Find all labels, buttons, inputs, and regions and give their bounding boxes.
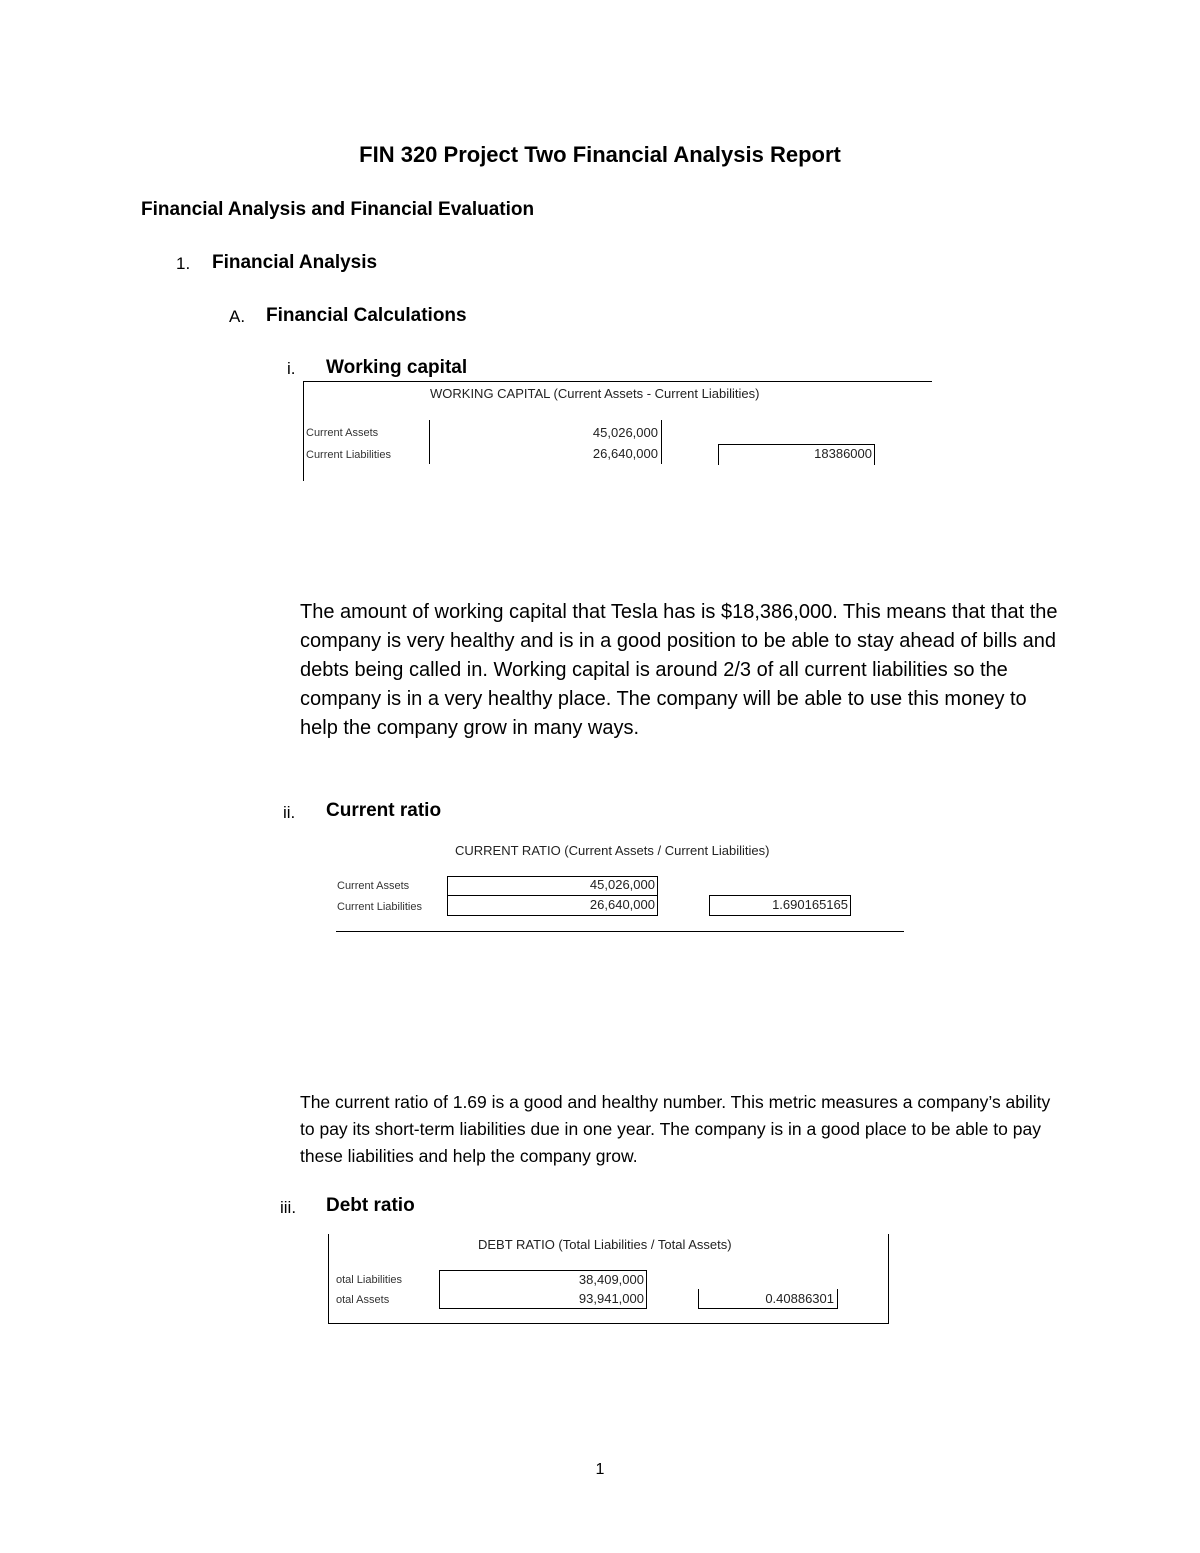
dr-row2-value: 93,941,000 bbox=[578, 1291, 644, 1306]
section-heading: Financial Analysis and Financial Evaluation bbox=[141, 199, 535, 220]
wc-row2-label: Current Liabilities bbox=[306, 449, 391, 461]
cr-row2-value: 26,640,000 bbox=[589, 897, 655, 912]
dr-row2-label: otal Assets bbox=[336, 1294, 390, 1306]
dr-row1-label: otal Liabilities bbox=[336, 1274, 403, 1286]
wc-row1-value: 45,026,000 bbox=[592, 425, 658, 440]
working-capital-paragraph: The amount of working capital that Tesla has is $18,386,000. This means that that the company is very healthy and is in a good position to be able to stay ahead of bills and debts being called in. Working capital is around 2/3 of all current liabilities so the company is in a very healthy place. The company will be able to use this money to help the company grow in many ways. bbox=[300, 601, 1058, 739]
heading-financial-analysis: Financial Analysis bbox=[212, 252, 378, 273]
list-marker-ii: ii. bbox=[283, 803, 296, 822]
document-title: FIN 320 Project Two Financial Analysis Report bbox=[359, 142, 841, 167]
cr-row1-value: 45,026,000 bbox=[589, 877, 655, 892]
cr-row1-label: Current Assets bbox=[337, 880, 410, 892]
heading-working-capital: Working capital bbox=[326, 357, 468, 378]
list-marker-iii: iii. bbox=[280, 1198, 297, 1217]
heading-current-ratio: Current ratio bbox=[326, 800, 442, 821]
wc-row2-value: 26,640,000 bbox=[592, 446, 658, 461]
list-marker-a: A. bbox=[229, 307, 246, 326]
cr-row2-label: Current Liabilities bbox=[337, 901, 422, 913]
wc-row1-label: Current Assets bbox=[306, 427, 379, 439]
wc-result: 18386000 bbox=[814, 446, 872, 461]
dr-result: 0.40886301 bbox=[765, 1291, 834, 1306]
list-marker-1: 1. bbox=[176, 254, 191, 273]
heading-debt-ratio: Debt ratio bbox=[326, 1195, 415, 1216]
cr-result: 1.690165165 bbox=[772, 897, 848, 912]
page-number: 1 bbox=[595, 1461, 605, 1478]
dr-table-title: DEBT RATIO (Total Liabilities / Total Assets) bbox=[478, 1237, 732, 1252]
list-marker-i: i. bbox=[287, 359, 296, 378]
cr-table-title: CURRENT RATIO (Current Assets / Current Liabilities) bbox=[455, 843, 770, 858]
wc-table-title: WORKING CAPITAL (Current Assets - Current Liabilities) bbox=[430, 386, 760, 401]
dr-row1-value: 38,409,000 bbox=[578, 1272, 644, 1287]
current-ratio-paragraph: The current ratio of 1.69 is a good and healthy number. This metric measures a company’s ability to pay its short-term liabilities due in one year. The company is in a good place to be able to pay these liabilities and help the company grow. bbox=[300, 1092, 1051, 1166]
heading-financial-calculations: Financial Calculations bbox=[266, 305, 467, 326]
